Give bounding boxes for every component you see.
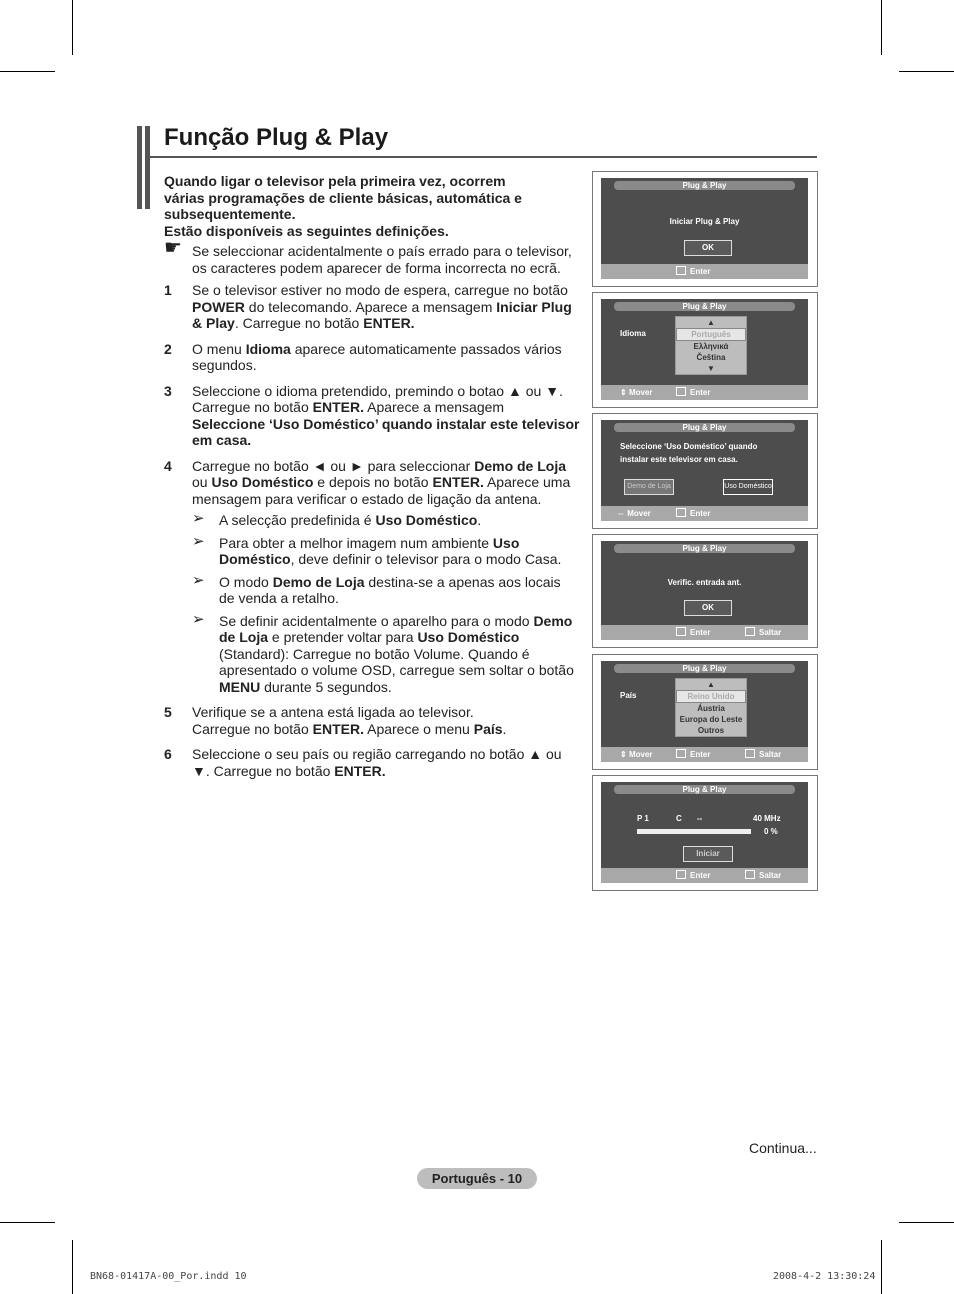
pointing-hand-icon: ☛ xyxy=(164,237,182,259)
list-item[interactable]: Outros xyxy=(697,726,725,735)
sub-note-2 xyxy=(164,532,580,568)
list-item[interactable]: Ελληνικά xyxy=(693,342,729,351)
step-number: 1 xyxy=(164,282,172,298)
step-4 xyxy=(164,458,580,508)
tv-screen xyxy=(601,299,808,400)
step-text: Aparece uma mensagem para verificar o estado de ligação da antena. xyxy=(192,474,571,507)
step-number: 5 xyxy=(164,704,172,720)
list-item[interactable]: Português xyxy=(676,328,746,341)
step-text: Se o televisor estiver no modo de espera, carregue no botão xyxy=(192,282,568,298)
scroll-up-icon[interactable]: ▲ xyxy=(707,318,715,327)
intro-line: subsequentemente. xyxy=(164,206,296,222)
tv-screen xyxy=(601,420,808,521)
intro-line: Quando ligar o televisor pela primeira vez, ocorrem xyxy=(164,173,506,189)
screen-country xyxy=(592,654,818,770)
note xyxy=(164,237,580,276)
skip-icon xyxy=(745,627,755,636)
step-text: e depois no botão xyxy=(313,474,433,490)
frequency: 40 MHz xyxy=(753,814,781,823)
tv-screen xyxy=(601,178,808,279)
screen-footer xyxy=(601,264,808,279)
sub-text: . xyxy=(477,512,482,528)
step-text: Aparece o menu xyxy=(363,720,474,737)
progress-bar xyxy=(637,829,751,834)
enter-label: Enter xyxy=(690,750,711,759)
saltar-label: Saltar xyxy=(759,871,782,880)
mover-label: Mover xyxy=(627,509,651,518)
screen-title-bar: Plug & Play xyxy=(614,785,795,794)
footer-enter xyxy=(676,870,710,881)
step-number: 2 xyxy=(164,340,172,357)
crop-mark xyxy=(72,1240,73,1294)
step-bold: ENTER. xyxy=(432,474,484,490)
crop-mark xyxy=(0,71,55,72)
sub-note-3 xyxy=(164,571,580,607)
step-number: 4 xyxy=(164,457,172,474)
country-list[interactable] xyxy=(675,678,747,737)
step-text: Verifique se a antena está ligada ao televisor. xyxy=(192,704,474,720)
mover-label: Mover xyxy=(628,388,653,397)
step-bold: Uso Doméstico xyxy=(211,474,314,490)
screen-antenna-check xyxy=(592,534,818,648)
start-button[interactable]: Iniciar xyxy=(683,846,733,862)
enter-label: Enter xyxy=(690,509,711,518)
enter-label: Enter xyxy=(690,267,711,276)
screen-usage-mode xyxy=(592,413,818,529)
sub-bold: Demo de Loja xyxy=(219,612,573,645)
demo-de-loja-option[interactable]: Demo de Loja xyxy=(624,479,674,495)
sub-text: destina-se a apenas aos locais de venda a retalho. xyxy=(219,573,561,606)
instructions xyxy=(164,173,580,788)
scroll-down-icon[interactable]: ▼ xyxy=(707,364,715,373)
menu-label: País xyxy=(620,691,637,700)
sub-text: e pretender voltar para xyxy=(268,629,418,645)
tv-screen xyxy=(601,661,808,762)
enter-label: Enter xyxy=(690,388,711,397)
step-text: . Carregue no botão xyxy=(234,315,364,331)
screen-footer xyxy=(601,625,808,640)
screen-title-bar: Plug & Play xyxy=(614,302,795,311)
channel-value: -- xyxy=(697,814,703,823)
tv-screen xyxy=(601,541,808,640)
step-bold: Iniciar Plug & Play xyxy=(192,298,572,331)
screen-title-bar: Plug & Play xyxy=(614,544,795,553)
sub-text: durante 5 segundos. xyxy=(260,678,392,695)
list-item[interactable]: Reino Unido xyxy=(676,690,746,703)
intro-line: Estão disponíveis as seguintes definições. xyxy=(164,222,449,239)
footer-enter xyxy=(676,387,710,398)
crop-mark xyxy=(0,1222,55,1223)
ok-button[interactable]: OK xyxy=(684,600,732,616)
channel-label: C xyxy=(676,814,682,823)
footer-enter xyxy=(676,266,710,277)
program-number: P 1 xyxy=(637,814,649,823)
step-bold: ENTER. xyxy=(363,315,415,331)
sub-bold: Uso Doméstico xyxy=(375,512,478,528)
step-text: ou xyxy=(192,474,212,490)
footer-skip xyxy=(745,870,781,881)
arrow-icon: ➢ xyxy=(192,532,205,550)
note-text: Se seleccionar acidentalmente o país errado para o televisor, os caracteres podem aparecer de forma incorrecta no ecrã. xyxy=(192,243,572,276)
sub-bold: Uso Doméstico xyxy=(219,534,520,567)
step-bold: ENTER. xyxy=(312,720,364,737)
enter-icon xyxy=(676,266,686,275)
step-number: 3 xyxy=(164,382,172,399)
step-text: Aparece a mensagem xyxy=(363,399,505,415)
step-bold: POWER xyxy=(192,298,245,315)
footer-move xyxy=(617,508,651,519)
step-bold: Demo de Loja xyxy=(474,457,567,474)
sub-bold: Demo de Loja xyxy=(272,573,365,590)
step-bold: ENTER. xyxy=(334,762,386,779)
enter-label: Enter xyxy=(690,871,711,880)
screen-message: Verific. entrada ant. xyxy=(667,578,742,587)
sub-text: , deve definir o televisor para o modo Casa. xyxy=(290,551,562,567)
list-item[interactable]: Áustria xyxy=(697,704,725,713)
screen-footer xyxy=(601,506,808,521)
date-info: 2008-4-2 13:30:24 xyxy=(773,1271,876,1282)
saltar-label: Saltar xyxy=(759,750,782,759)
step-text: . xyxy=(502,720,507,737)
saltar-label: Saltar xyxy=(759,628,782,637)
skip-icon xyxy=(745,749,755,758)
arrow-icon: ➢ xyxy=(192,510,205,527)
list-item[interactable]: Čeština xyxy=(696,353,726,362)
step-2 xyxy=(164,341,580,374)
up-down-icon: ⇕ xyxy=(620,388,629,397)
menu-label: Idioma xyxy=(620,329,646,338)
screen-start-plug-play xyxy=(592,171,818,287)
step-text: Seleccione o idioma pretendido, premindo o botao ▲ ou ▼. Carregue no botão xyxy=(192,382,563,415)
message-line: instalar este televisor em casa. xyxy=(620,455,738,464)
sub-bold: Uso Doméstico xyxy=(417,629,520,645)
screen-auto-store xyxy=(592,775,818,891)
ok-button[interactable]: OK xyxy=(684,240,732,256)
crop-mark xyxy=(881,0,882,55)
enter-icon xyxy=(676,387,686,396)
screen-footer xyxy=(601,868,808,883)
enter-icon xyxy=(676,870,686,879)
step-5 xyxy=(164,704,580,737)
page-number-label: Português - 10 xyxy=(417,1168,537,1189)
page-title: Função Plug & Play xyxy=(164,124,389,151)
continue-label: Continua... xyxy=(749,1140,817,1156)
arrow-icon: ➢ xyxy=(192,571,205,589)
file-info: BN68-01417A-00_Por.indd 10 xyxy=(90,1271,247,1282)
footer-skip xyxy=(745,627,781,638)
footer-enter xyxy=(676,627,710,638)
screen-language xyxy=(592,292,818,408)
footer-enter xyxy=(676,508,710,519)
step-bold: País xyxy=(473,720,503,737)
up-down-icon: ⇕ xyxy=(620,750,629,759)
sub-text: Se definir acidentalmente o aparelho para o modo xyxy=(219,612,534,629)
tv-screen xyxy=(601,782,808,883)
screen-message xyxy=(620,440,757,466)
footer-move xyxy=(620,387,653,398)
screen-footer xyxy=(601,747,808,762)
scroll-up-icon[interactable]: ▲ xyxy=(707,680,715,689)
crop-mark xyxy=(72,0,73,55)
language-list[interactable] xyxy=(675,316,747,375)
sub-text: (Standard): Carregue no botão Volume. Quando é apresentado o volume OSD, carregue sem soltar o botão xyxy=(219,645,574,678)
sub-note-1 xyxy=(164,512,580,529)
enter-icon xyxy=(676,627,686,636)
sub-text: O modo xyxy=(219,573,273,590)
screen-message: Iniciar Plug & Play xyxy=(669,217,740,226)
message-line: Seleccione ‘Uso Doméstico’ quando xyxy=(620,442,758,451)
screen-title-bar: Plug & Play xyxy=(614,181,795,190)
sub-text: A selecção predefinida é xyxy=(219,512,376,528)
intro xyxy=(164,173,580,239)
arrow-icon: ➢ xyxy=(192,610,205,628)
step-text: do telecomando. Aparece a mensagem xyxy=(244,298,497,315)
screen-title-bar: Plug & Play xyxy=(614,664,795,673)
step-3 xyxy=(164,383,580,449)
step-text: O menu xyxy=(192,340,246,357)
step-number: 6 xyxy=(164,746,172,762)
crop-mark xyxy=(899,71,954,72)
mover-label: Mover xyxy=(628,750,653,759)
step-1 xyxy=(164,282,580,332)
footer-skip xyxy=(745,749,781,760)
intro-line: várias programações de cliente básicas, automática e xyxy=(164,189,522,206)
footer-move xyxy=(620,749,653,760)
step-bold: ENTER. xyxy=(312,399,364,415)
enter-icon xyxy=(676,749,686,758)
step-text: Seleccione o seu país ou região carregando no botão ▲ ou ▼. Carregue no botão xyxy=(192,746,562,779)
title-rule xyxy=(150,156,817,158)
crop-mark xyxy=(899,1222,954,1223)
step-text: Carregue no botão xyxy=(192,720,313,737)
screen-footer xyxy=(601,385,808,400)
left-right-icon: ⇔ xyxy=(617,509,628,518)
step-bold: Seleccione ‘Uso Doméstico’ quando instalar este televisor em casa. xyxy=(192,415,580,448)
step-text: Carregue no botão ◄ ou ► para seleccionar xyxy=(192,457,475,474)
uso-domestico-option[interactable]: Uso Doméstico xyxy=(723,479,773,495)
step-text: aparece automaticamente passados vários segundos. xyxy=(192,340,562,373)
sub-text: Para obter a melhor imagem num ambiente xyxy=(219,534,493,551)
footer-enter xyxy=(676,749,710,760)
enter-label: Enter xyxy=(690,628,711,637)
progress-percent: 0 % xyxy=(764,827,778,836)
skip-icon xyxy=(745,870,755,879)
list-item[interactable]: Europa do Leste xyxy=(679,715,743,724)
step-6 xyxy=(164,746,580,779)
enter-icon xyxy=(676,508,686,517)
screen-title-bar: Plug & Play xyxy=(614,423,795,432)
crop-mark xyxy=(881,1240,882,1294)
step-bold: Idioma xyxy=(245,340,291,357)
sub-bold: MENU xyxy=(219,678,261,695)
sub-note-4 xyxy=(164,610,580,696)
